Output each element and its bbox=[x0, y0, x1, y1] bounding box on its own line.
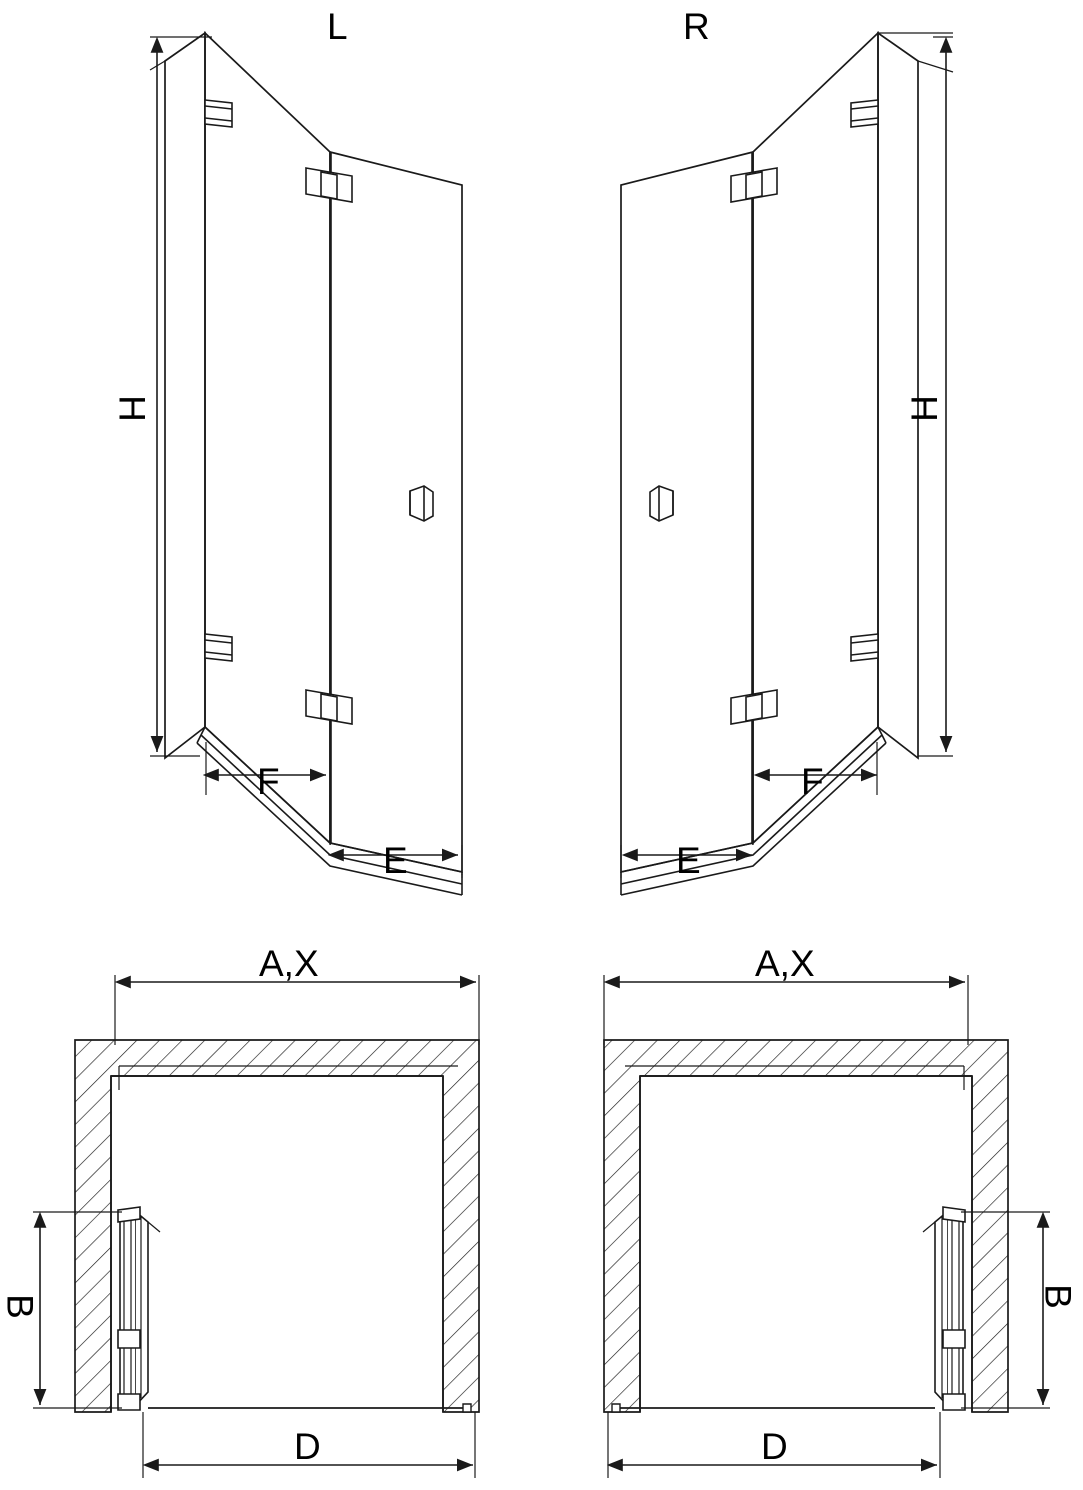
dimension-label-fixed-right: F bbox=[801, 761, 824, 802]
dimension-label-fixed-left: F bbox=[257, 761, 280, 802]
variant-label-left: L bbox=[327, 6, 348, 47]
iso-view-left bbox=[150, 33, 462, 895]
dimension-label-height-right: H bbox=[903, 395, 945, 422]
iso-view-right bbox=[621, 33, 953, 895]
plan-view-right bbox=[604, 975, 1050, 1478]
dimension-label-door-left: E bbox=[383, 840, 408, 881]
dimension-label-depth-left: B bbox=[0, 1294, 41, 1319]
dimension-label-width-left: A,X bbox=[259, 943, 319, 984]
dimension-label-opening-right: D bbox=[761, 1426, 788, 1467]
plan-view-left bbox=[33, 975, 479, 1478]
dimension-label-depth-right: B bbox=[1037, 1284, 1079, 1309]
dimension-label-opening-left: D bbox=[294, 1426, 321, 1467]
dimension-label-width-right: A,X bbox=[755, 943, 815, 984]
dimension-label-door-right: E bbox=[676, 840, 701, 881]
dimension-label-height-left: H bbox=[111, 395, 153, 422]
variant-label-right: R bbox=[683, 6, 710, 47]
